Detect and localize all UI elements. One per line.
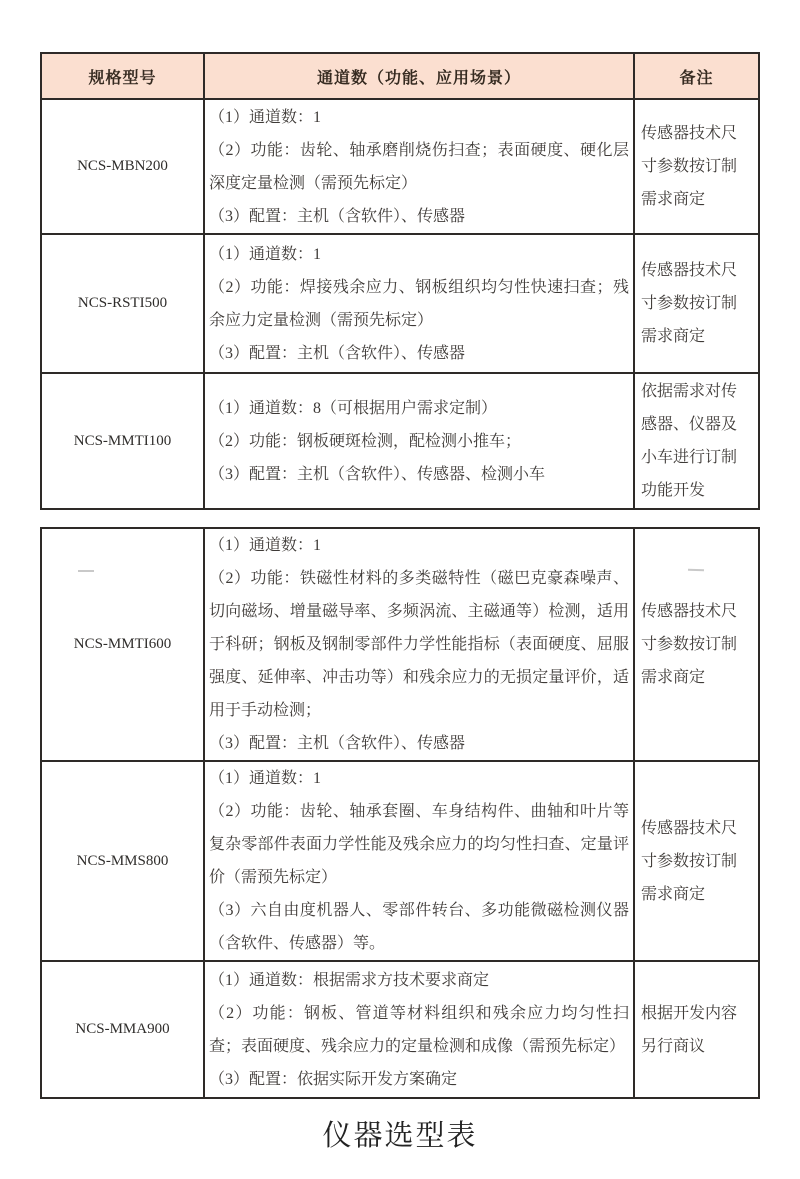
spec-line: （1）通道数：1 xyxy=(209,770,322,787)
model-name: NCS-MMTI100 xyxy=(41,373,204,509)
table-row xyxy=(41,961,759,1098)
remark-cell: 根据开发内容另行商议 xyxy=(634,961,759,1098)
remark-cell: 传感器技术尺寸参数按订制需求商定 xyxy=(634,761,759,961)
model-name: NCS-MMA900 xyxy=(41,961,204,1098)
table-caption: 仪器选型表 xyxy=(322,1120,478,1152)
spec-line: （2）功能：齿轮、轴承套圈、车身结构件、曲轴和叶片等复杂零部件表面力学性能及残余应力的均匀性扫查、定量评价（需预先标定） xyxy=(209,803,629,886)
spec-line: （2）功能：齿轮、轴承磨削烧伤扫查；表面硬度、硬化层深度定量检测（需预先标定） xyxy=(209,141,629,192)
table-row xyxy=(41,528,759,761)
spec-line: （1）通道数：1 xyxy=(209,108,322,126)
header-cell-remark: 备注 xyxy=(634,53,759,99)
table-row xyxy=(41,234,759,373)
remark-cell: 传感器技术尺寸参数按订制需求商定 xyxy=(634,234,759,373)
channels-cell xyxy=(204,99,634,234)
channels-cell xyxy=(204,373,634,509)
channels-cell xyxy=(204,961,634,1098)
channels-cell xyxy=(204,234,634,373)
header-row xyxy=(41,53,759,99)
model-name: NCS-RSTI500 xyxy=(41,234,204,373)
header-cell-model: 规格型号 xyxy=(41,53,204,99)
spec-line: （2）功能：钢板硬斑检测，配检测小推车； xyxy=(209,432,522,450)
channels-cell xyxy=(204,761,634,961)
model-name: NCS-MBN200 xyxy=(41,99,204,234)
spec-line: （2）功能：焊接残余应力、钢板组织均匀性快速扫查；残余应力定量检测（需预先标定） xyxy=(209,278,629,329)
spec-line: （1）通道数：8（可根据用户需求定制） xyxy=(209,399,498,417)
table-row xyxy=(41,373,759,509)
model-name: NCS-MMTI600 xyxy=(41,528,204,761)
spec-line: （2）功能：铁磁性材料的多类磁特性（磁巴克豪森噪声、切向磁场、增量磁导率、多频涡流、主磁通等）检测，适用于科研；钢板及钢制零部件力学性能指标（表面硬度、屈服强度、延伸率、冲击功等）和残余应力的无损定量评价，适用于手动检测； xyxy=(209,570,629,719)
table-row xyxy=(41,99,759,234)
table-row xyxy=(41,761,759,961)
spec-line: （1）通道数：1 xyxy=(209,245,322,263)
spec-line: （3）配置：依据实际开发方案确定 xyxy=(209,1070,458,1088)
page xyxy=(0,52,800,1179)
remark-cell: 传感器技术尺寸参数按订制需求商定 xyxy=(634,528,759,761)
channels-cell xyxy=(204,528,634,761)
spec-line: （1）通道数：根据需求方技术要求商定 xyxy=(209,971,490,989)
spec-line: （3）配置：主机（含软件）、传感器、检测小车 xyxy=(209,465,546,483)
page-break-mark xyxy=(78,570,94,572)
spec-line: （3）配置：主机（含软件）、传感器 xyxy=(209,344,466,362)
spec-line: （2）功能：钢板、管道等材料组织和残余应力均匀性扫查；表面硬度、残余应力的定量检测和成像（需预先标定） xyxy=(209,1004,629,1055)
spec-table-1 xyxy=(40,52,760,510)
spec-line: （1）通道数：1 xyxy=(209,537,322,554)
spec-line: （3）配置：主机（含软件）、传感器 xyxy=(209,207,466,225)
header-cell-channels: 通道数（功能、应用场景） xyxy=(204,53,634,99)
remark-cell: 传感器技术尺寸参数按订制需求商定 xyxy=(634,99,759,234)
model-name: NCS-MMS800 xyxy=(41,761,204,961)
spec-table-2 xyxy=(40,527,760,1099)
remark-cell: 依据需求对传感器、仪器及小车进行订制功能开发 xyxy=(634,373,759,509)
spec-line: （3）六自由度机器人、零部件转台、多功能微磁检测仪器（含软件、传感器）等。 xyxy=(209,902,629,952)
spec-line: （3）配置：主机（含软件）、传感器 xyxy=(209,735,466,752)
